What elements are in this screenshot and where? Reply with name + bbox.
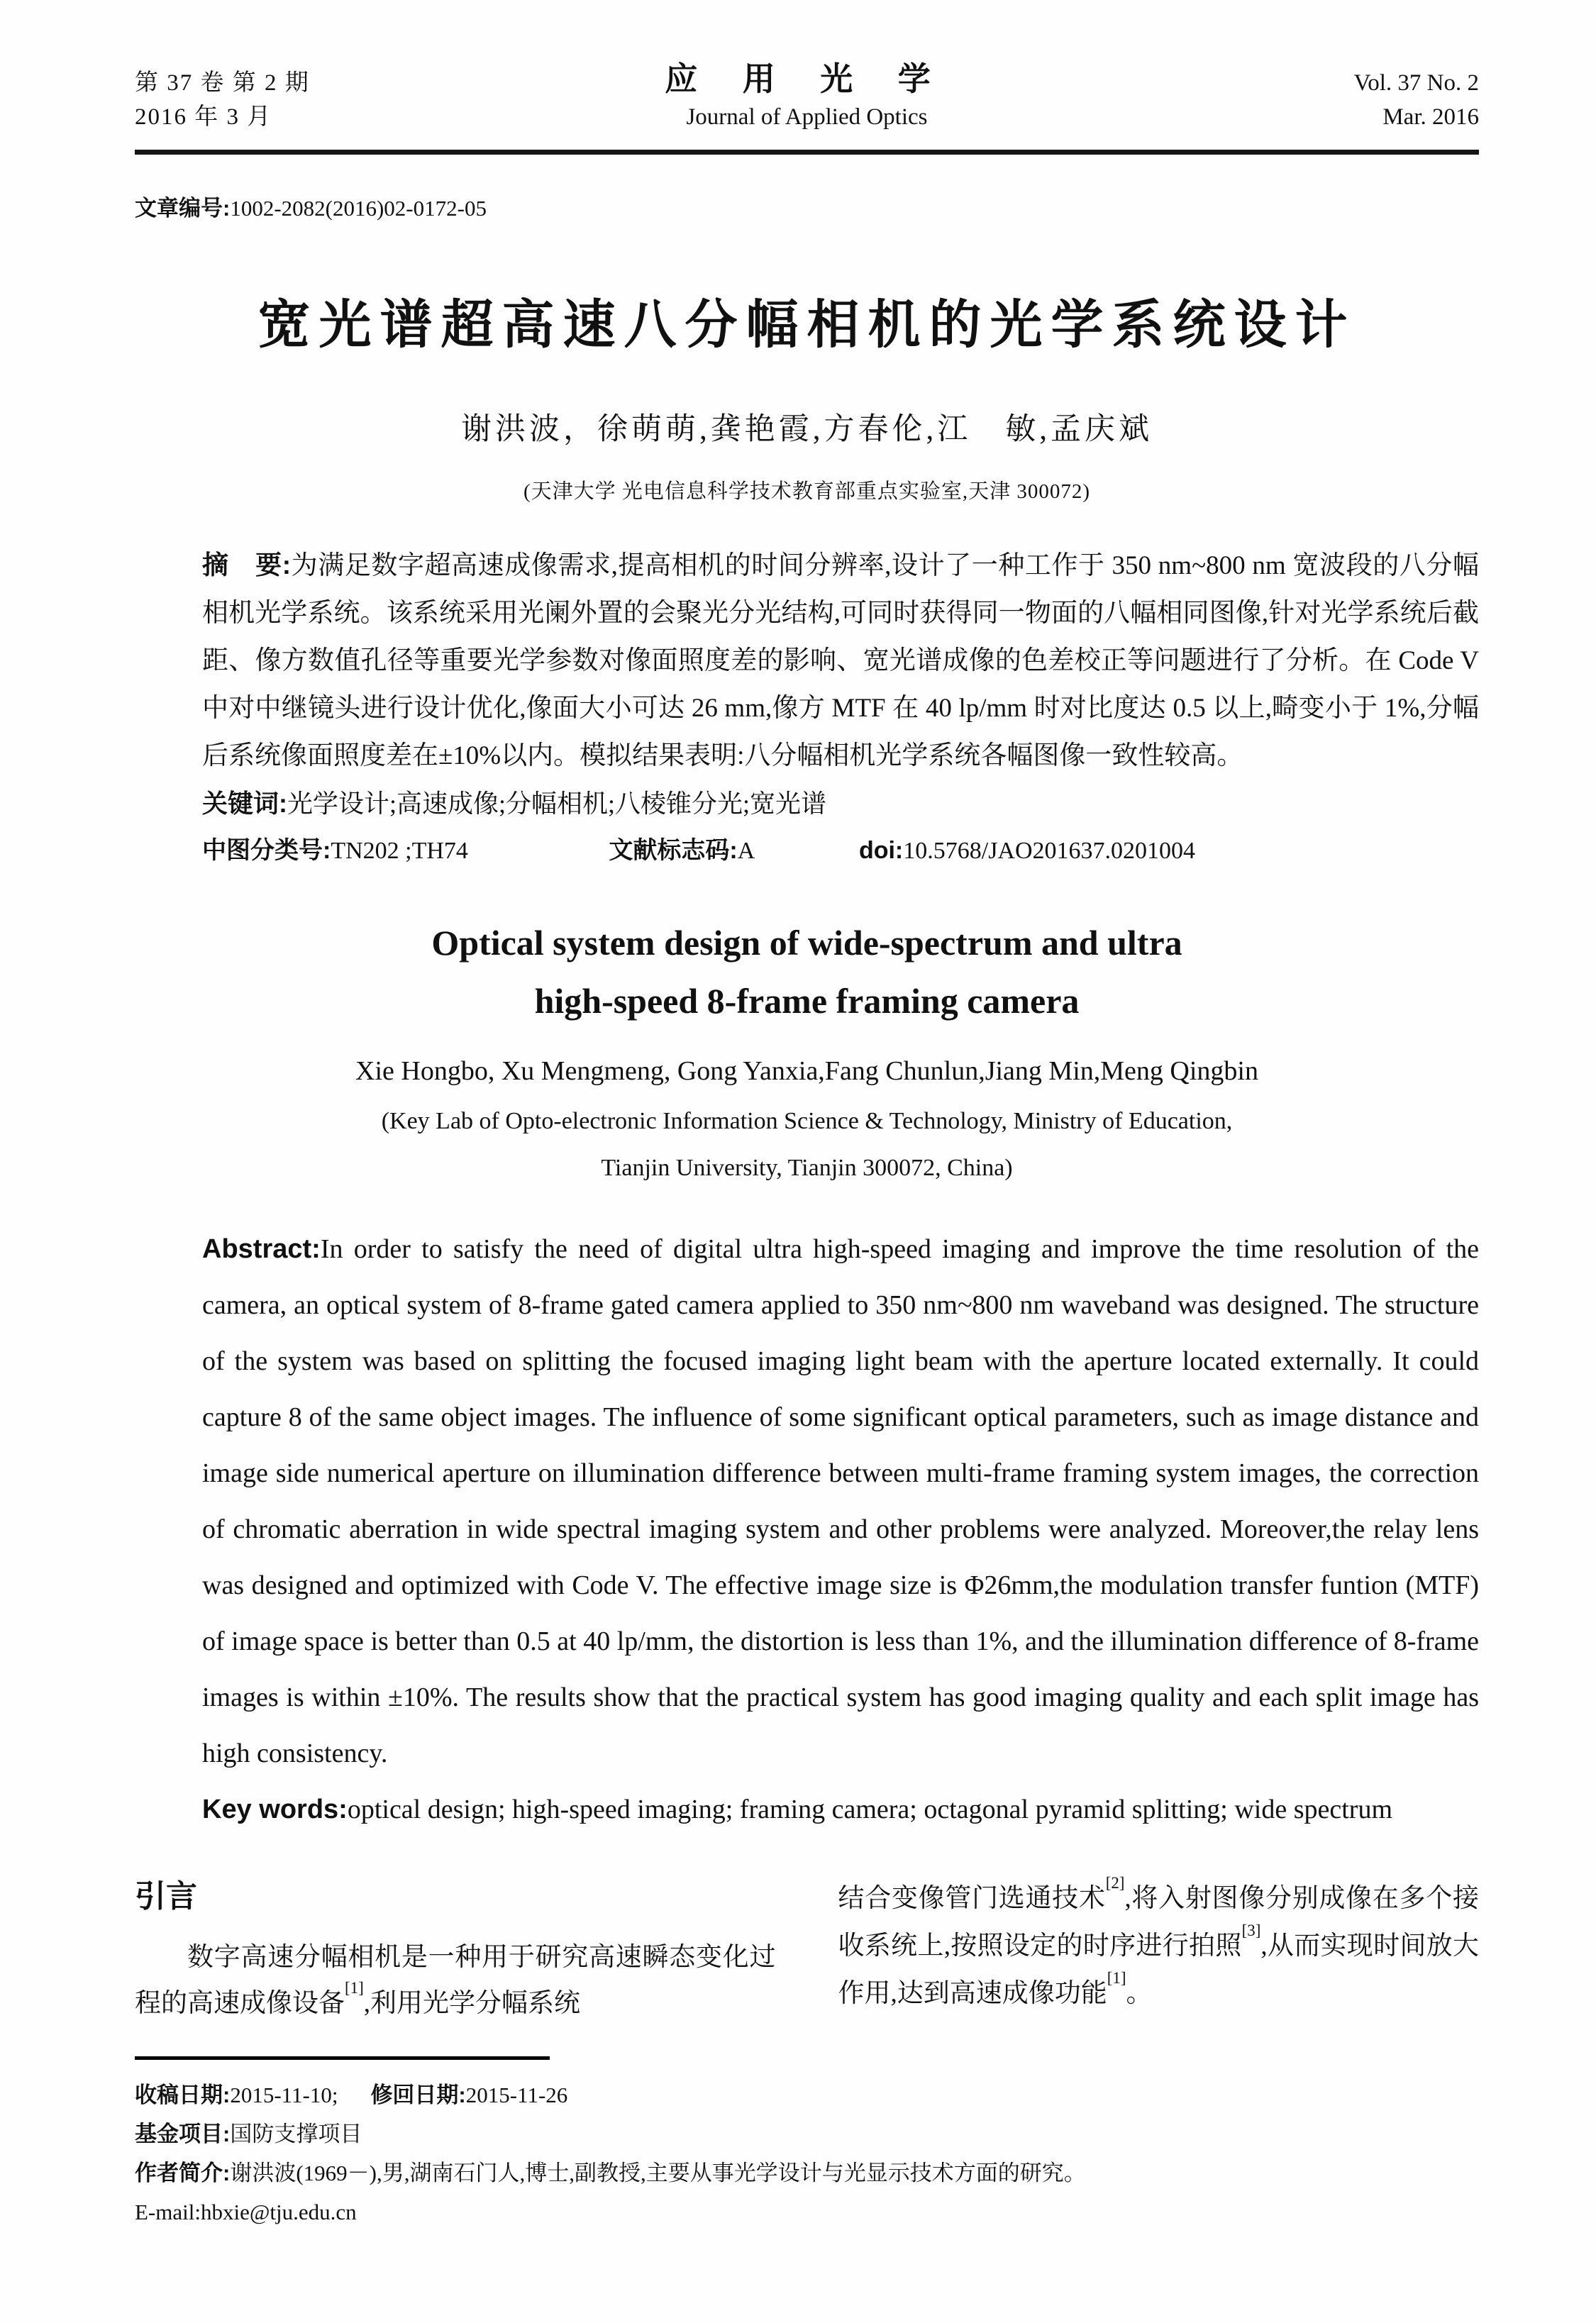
article-number-value: 1002-2082(2016)02-0172-05 xyxy=(230,196,487,221)
revised-date-value: 2015-11-26 xyxy=(465,2083,568,2107)
paper-title-en-line1: Optical system design of wide-spectrum and ultra xyxy=(431,923,1182,963)
author-bio-value: 谢洪波(1969－),男,湖南石门人,博士,副教授,主要从事光学设计与光显示技术方面的研究。 xyxy=(230,2161,1086,2185)
footnote-block xyxy=(135,2075,1479,2231)
issue-date-cn: 2016 年 3 月 xyxy=(135,104,272,130)
keywords-cn xyxy=(202,781,1479,826)
doi-label: doi: xyxy=(858,837,904,864)
clc-label: 中图分类号: xyxy=(202,837,331,864)
volume-issue-cn: 第 37 卷 第 2 期 xyxy=(135,70,310,96)
doi-segment xyxy=(859,838,1195,864)
received-date-label: 收稿日期: xyxy=(135,2083,231,2107)
doi-value: 10.5768/JAO201637.0201004 xyxy=(903,838,1196,864)
abstract-label-cn: 摘 要: xyxy=(202,550,292,580)
keywords-label-en: Key words: xyxy=(202,1795,348,1824)
doc-code-value: A xyxy=(737,838,754,864)
fund-label: 基金项目: xyxy=(135,2122,231,2146)
running-head-row-1 xyxy=(135,62,1479,100)
paper-title-en-line2: high-speed 8-frame framing camera xyxy=(534,981,1080,1021)
article-number-line xyxy=(135,190,1479,222)
journal-title-en: Journal of Applied Optics xyxy=(686,104,928,130)
affiliation-en-line2: Tianjin University, Tianjin 300072, China) xyxy=(601,1155,1013,1181)
intro-right-column xyxy=(838,1870,1480,2027)
keywords-label-cn: 关键词: xyxy=(202,789,287,818)
paper-title-en xyxy=(135,914,1479,1030)
footnote-dates xyxy=(135,2075,1479,2114)
footnote-rule xyxy=(135,2056,550,2060)
abstract-text-cn: 为满足数字超高速成像需求,提高相机的时间分辨率,设计了一种工作于 350 nm~800 nm 宽波段的八分幅相机光学系统。该系统采用光阑外置的会聚光分光结构,可同时获得同一物面的八幅相同图像,针对光学系统后截距、像方数值孔径等重要光学参数对像面照度差的影响、宽光谱成像的色差校正等问题进行了分析。在 Code V 中对中继镜头进行设计优化,像面大小可达 26 mm,像方 MTF 在 40 lp/mm 时对比度达 0.5 以上,畸变小于 1%,分幅后系统像面照度差在±10%以内。模拟结果表明:八分幅相机光学系统各幅图像一致性较高。 xyxy=(202,551,1479,770)
footnote-bio xyxy=(135,2153,1479,2192)
affiliation-cn: (天津大学 光电信息科学技术教育部重点实验室,天津 300072) xyxy=(523,480,1091,503)
journal-title-cn: 应 用 光 学 xyxy=(665,61,949,97)
fund-value: 国防支撑项目 xyxy=(230,2122,362,2146)
intro-paragraph-right: 结合变像管门选通技术[2],将入射图像分别成像在多个接收系统上,按照设定的时序进行拍照[3],从而实现时间放大作用,达到高速成像功能[1]。 xyxy=(838,1874,1480,2008)
clc-segment xyxy=(202,838,468,864)
abstract-cn xyxy=(202,541,1479,780)
abstract-en xyxy=(202,1221,1479,1782)
authors-cn: 谢洪波，徐萌萌,龚艳霞,方春伦,江 敏,孟庆斌 xyxy=(461,413,1153,446)
authors-en: Xie Hongbo, Xu Mengmeng, Gong Yanxia,Fang Chunlun,Jiang Min,Meng Qingbin xyxy=(355,1056,1258,1086)
classification-line xyxy=(202,829,1479,872)
header-rule xyxy=(135,150,1479,155)
affiliation-en xyxy=(135,1098,1479,1192)
clc-value: TN202 ;TH74 xyxy=(331,838,468,864)
keywords-text-en: optical design; high-speed imaging; framing camera; octagonal pyramid splitting; wide spectrum xyxy=(347,1795,1392,1824)
issue-date-en: Mar. 2016 xyxy=(1382,104,1479,130)
introduction-section xyxy=(135,1870,1479,2027)
keywords-text-cn: 光学设计;高速成像;分幅相机;八棱锥分光;宽光谱 xyxy=(287,789,827,818)
abstract-label-en: Abstract: xyxy=(202,1234,321,1264)
abstract-text-en: In order to satisfy the need of digital ultra high-speed imaging and improve the time resolution of the camera, an optical system of 8-frame gated camera applied to 350 nm~800 nm waveband was designed. The structure of the system was based on splitting the focused imaging light beam with the aperture located externally. It could capture 8 of the same object images. The influence of some significant optical parameters, such as image distance and image side numerical aperture on illumination difference between multi-frame framing system images, the correction of chromatic aberration in wide spectral imaging system and other problems were analyzed. Moreover,the relay lens was designed and optimized with Code V. The effective image size is Φ26mm,the modulation transfer funtion (MTF) of image space is better than 0.5 at 40 lp/mm, the distortion is less than 1%, and the illumination difference of 8-frame images is within ±10%. The results show that the practical system has good imaging quality and each split image has high consistency. xyxy=(202,1234,1479,1768)
affiliation-en-line1: (Key Lab of Opto-electronic Information Science & Technology, Ministry of Education, xyxy=(381,1108,1233,1134)
author-bio-label: 作者简介: xyxy=(135,2161,231,2185)
keywords-en xyxy=(202,1782,1479,1838)
footnote-email: E-mail:hbxie@tju.edu.cn xyxy=(135,2200,357,2224)
running-head-row-2 xyxy=(135,100,1479,134)
volume-issue-en: Vol. 37 No. 2 xyxy=(1353,70,1479,96)
article-number-label: 文章编号: xyxy=(135,196,231,221)
intro-left-column xyxy=(135,1870,776,2027)
doc-code-label: 文献标志码: xyxy=(609,837,738,864)
doc-code-segment xyxy=(609,838,753,864)
received-date-value: 2015-11-10; xyxy=(230,2083,338,2107)
footnote-fund xyxy=(135,2114,1479,2153)
intro-heading: 引言 xyxy=(135,1879,197,1914)
paper-title-cn: 宽光谱超高速八分幅相机的光学系统设计 xyxy=(257,296,1356,355)
revised-date-label: 修回日期: xyxy=(370,2083,466,2107)
intro-paragraph-left: 数字高速分幅相机是一种用于研究高速瞬态变化过程的高速成像设备[1],利用光学分幅系统 xyxy=(135,1943,776,2018)
